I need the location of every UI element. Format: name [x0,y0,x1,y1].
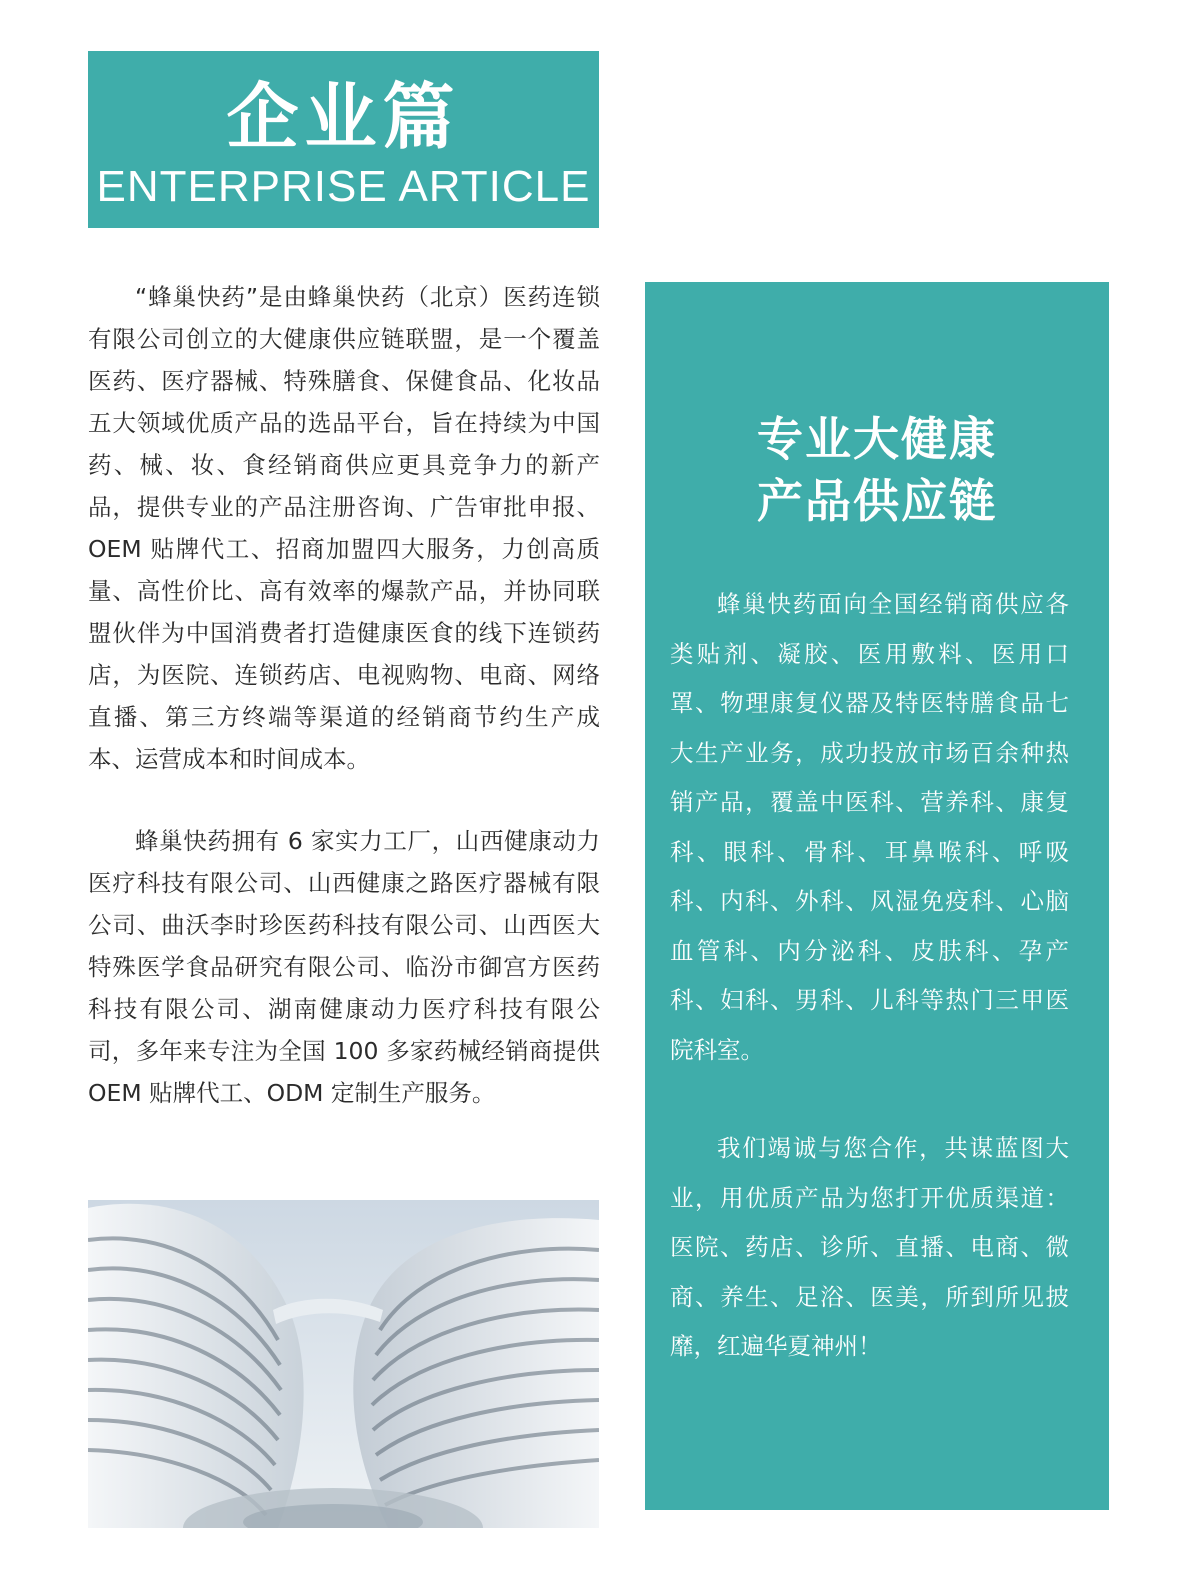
cooperation-paragraph: 我们竭诚与您合作，共谋蓝图大业，用优质产品为您打开优质渠道：医院、药店、诊所、直播、电商、微商、养生、足浴、医美，所到所见披靡，红遍华夏神州！ [670,1134,1069,1360]
panel-title-line-2: 产品供应链 [757,474,997,528]
panel-title-line-1: 专业大健康 [757,412,997,466]
supply-chain-panel [645,282,1109,1510]
left-column [88,276,600,1114]
panel-title [645,408,1109,532]
page-subtitle: ENTERPRISE ARTICLE [96,162,591,211]
architecture-photo [88,1200,599,1528]
services-paragraph: 蜂巢快药面向全国经销商供应各类贴剂、凝胶、医用敷料、医用口罩、物理康复仪器及特医特膳食品七大生产业务，成功投放市场百余种热销产品，覆盖中医科、营养科、康复科、眼科、骨科、耳鼻喉科、呼吸科、内科、外科、风湿免疫科、心脑血管科、内分泌科、皮肤科、孕产科、妇科、男科、儿科等热门三甲医院科室。 [670,590,1069,1064]
factories-paragraph: 蜂巢快药拥有 6 家实力工厂，山西健康动力医疗科技有限公司、山西健康之路医疗器械有限公司、曲沃李时珍医药科技有限公司、山西医大特殊医学食品研究有限公司、临汾市御宫方医药科技有限公司、湖南健康动力医疗科技有限公司，多年来专注为全国 100 多家药械经销商提供 OEM 贴牌代工、ODM 定制生产服务。 [88,827,600,1107]
panel-body [670,580,1069,1372]
header-banner [88,51,599,228]
curved-buildings-illustration [88,1200,599,1528]
intro-paragraph: “蜂巢快药”是由蜂巢快药（北京）医药连锁有限公司创立的大健康供应链联盟，是一个覆盖医药、医疗器械、特殊膳食、保健食品、化妆品五大领域优质产品的选品平台，旨在持续为中国药、械、妆、食经销商供应更具竞争力的新产品，提供专业的产品注册咨询、广告审批申报、OEM 贴牌代工、招商加盟四大服务，力创高质量、高性价比、高有效率的爆款产品，并协同联盟伙伴为中国消费者打造健康医食的线下连锁药店，为医院、连锁药店、电视购物、电商、网络直播、第三方终端等渠道的经销商节约生产成本、运营成本和时间成本。 [88,283,600,773]
page-title: 企业篇 [226,75,461,159]
